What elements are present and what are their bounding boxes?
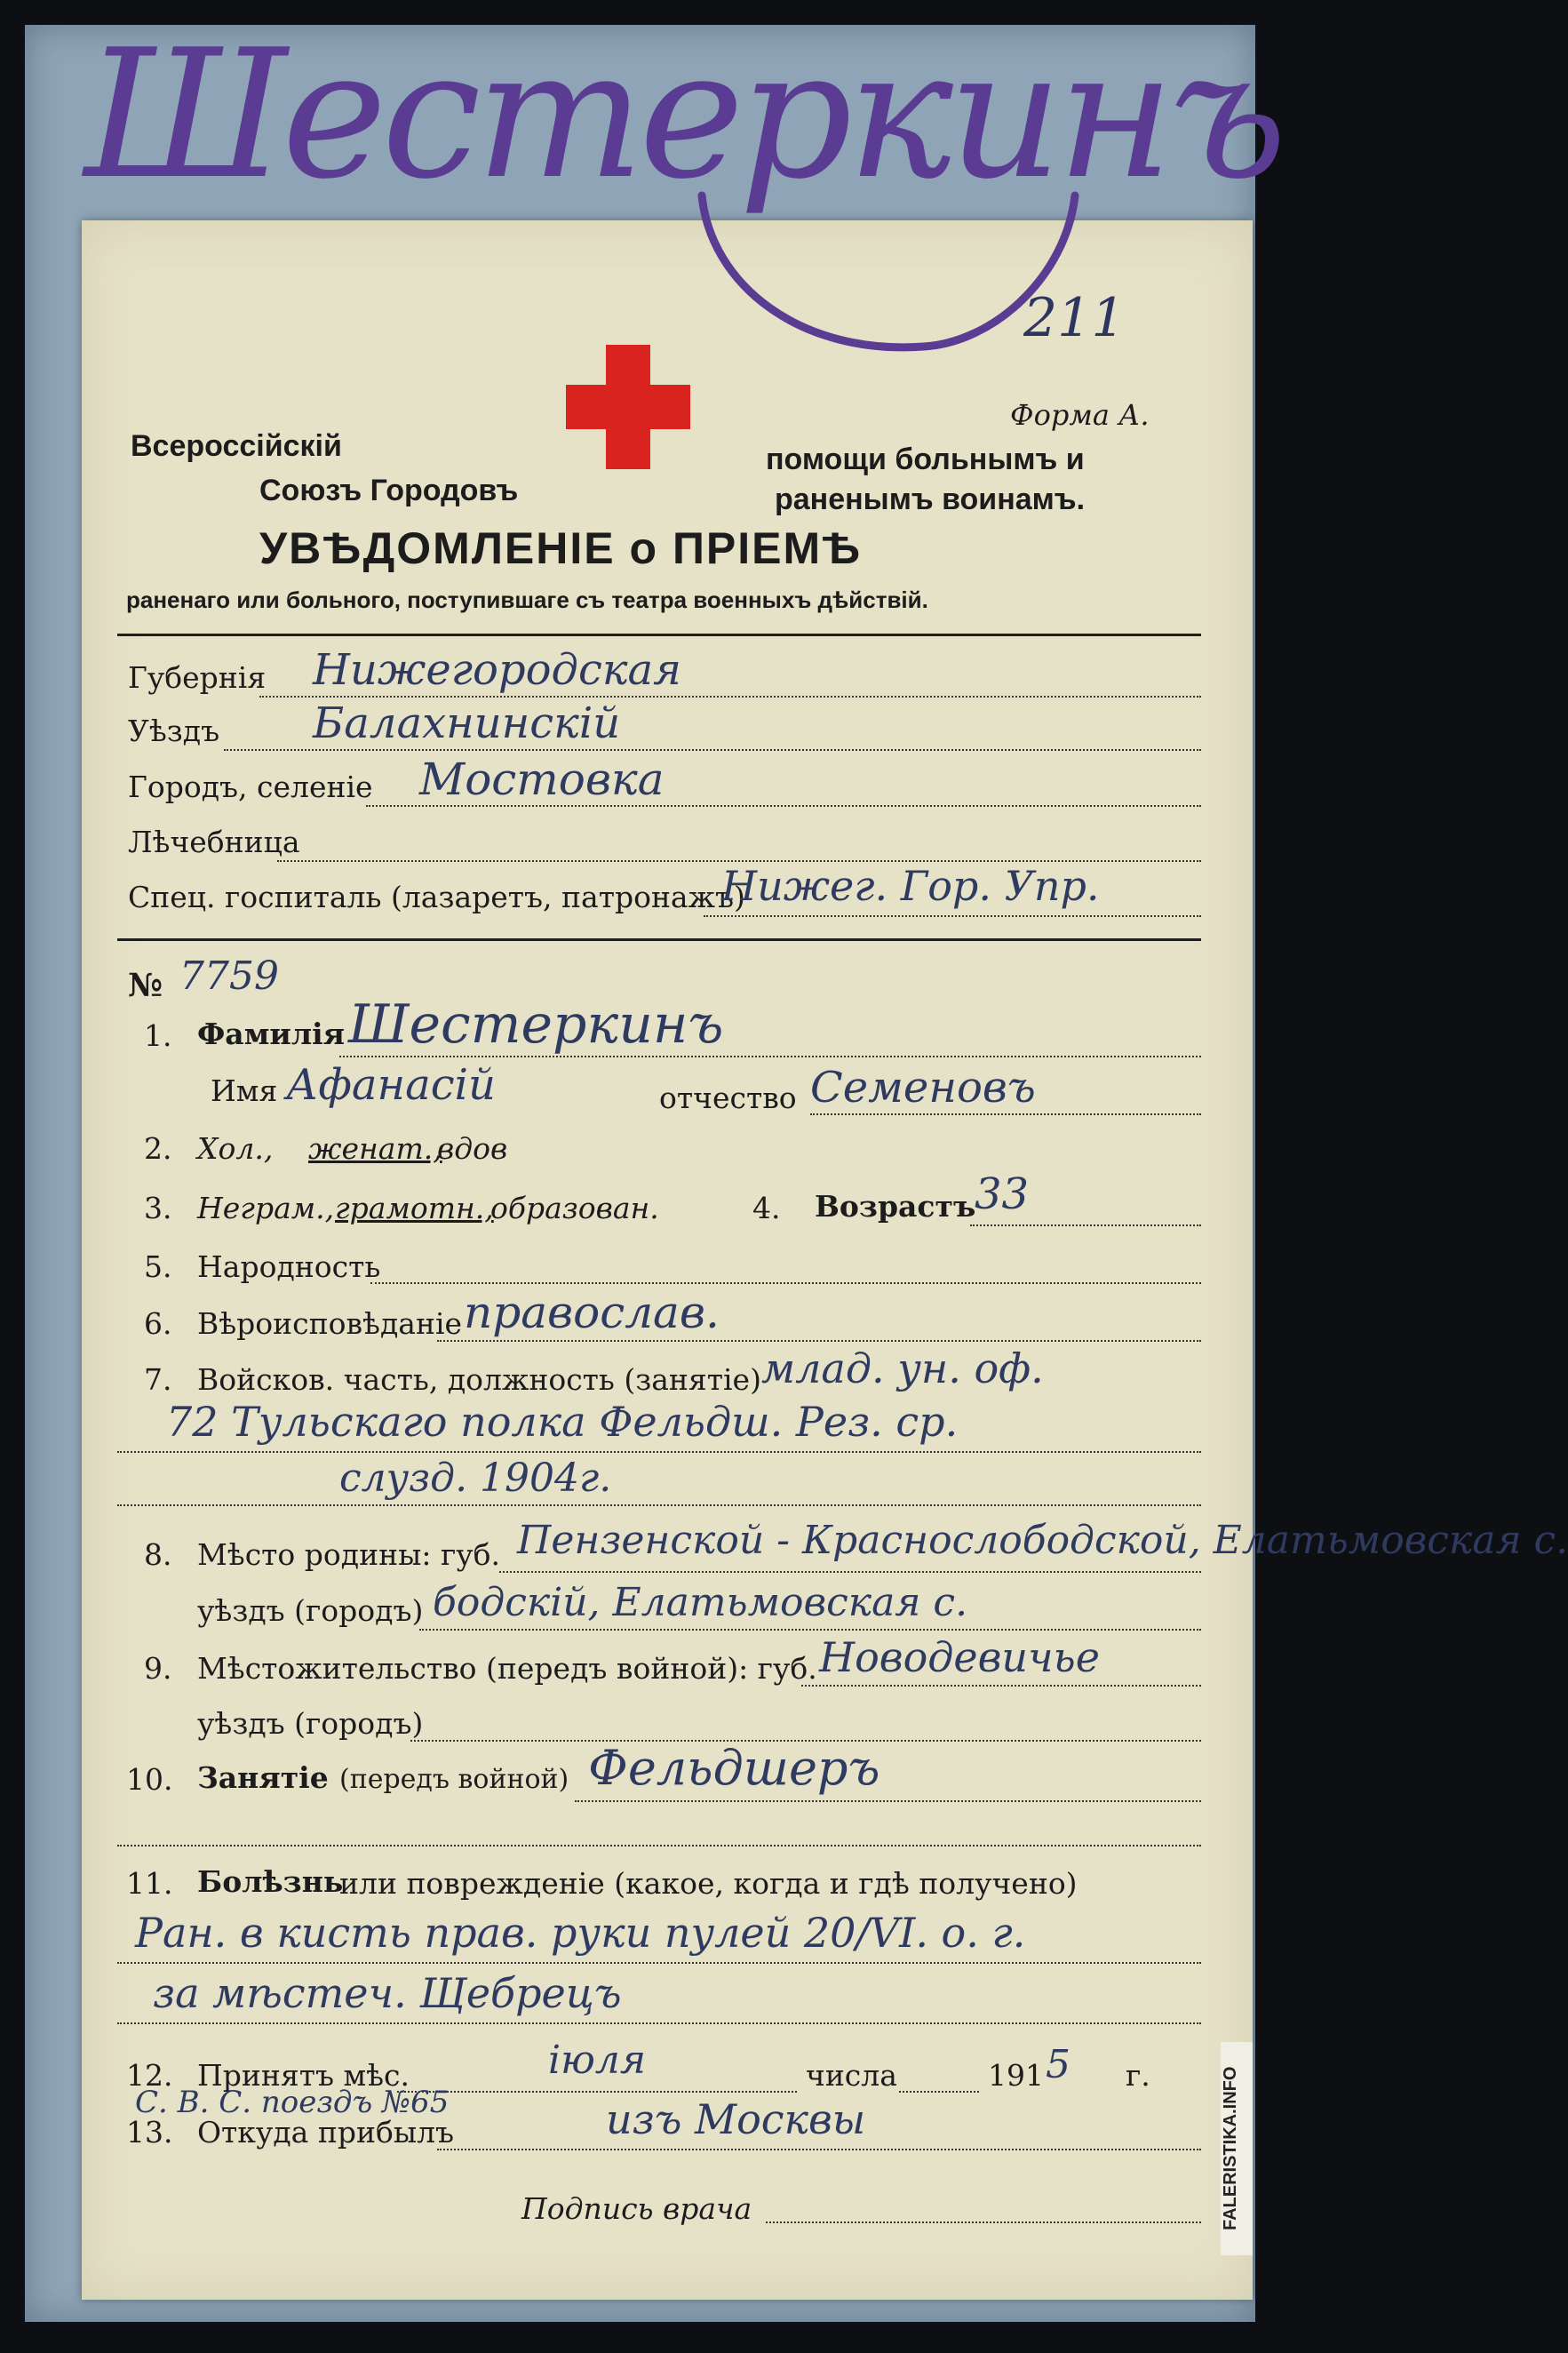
notification-form-card	[82, 220, 1568, 2300]
occupation-label: Занятiе	[197, 1760, 329, 1795]
town-value: Мостовка	[419, 754, 665, 805]
patronymic-label: отчество	[659, 1081, 797, 1115]
train-note: С. В. С. поездъ №65	[135, 2085, 450, 2120]
literacy-educated: образован.	[490, 1191, 659, 1225]
town-label: Городъ, селенiе	[128, 770, 373, 804]
admitted-year-digit: 5	[1046, 2042, 1071, 2087]
red-cross-emblem	[566, 345, 690, 469]
item-number-5: 5.	[144, 1249, 172, 1284]
uezd-value: Балахнинскiй	[313, 698, 621, 748]
item-number-7: 7.	[144, 1362, 172, 1397]
hospital-value: Нижег. Гор. Упр.	[721, 862, 1100, 910]
residence-value: Новодевичье	[819, 1633, 1100, 1681]
illness-label: Болѣзнь	[197, 1864, 344, 1899]
birthplace-value: Пензенской - Краснослободской, Елатьмовская с.	[517, 1518, 1568, 1563]
item-number-6: 6.	[144, 1306, 172, 1341]
item-number-3: 3.	[144, 1191, 172, 1225]
clinic-label: Лѣчебница	[128, 825, 300, 859]
item-number-2: 2.	[144, 1131, 172, 1166]
marital-widow: вдов	[437, 1131, 508, 1166]
illness-rest-label: или поврежденiе (какое, когда и гдѣ получено)	[339, 1866, 1078, 1901]
item-number-12: 12.	[126, 2058, 173, 2093]
age-label: Возрастъ	[815, 1189, 976, 1224]
from-value: изъ Москвы	[606, 2095, 866, 2143]
item-number-1: 1.	[144, 1018, 172, 1053]
marital-single: Хол.,	[197, 1131, 274, 1166]
birthplace-label: Мѣсто родины: губ.	[197, 1537, 501, 1572]
item-number-11: 11.	[126, 1866, 173, 1901]
marital-married: женат.,	[308, 1131, 442, 1166]
item-number-4: 4.	[752, 1191, 781, 1225]
document-subtitle: раненаго или больного, поступившаге съ театра военныхъ дѣйствiй.	[126, 586, 928, 613]
item-number-10: 10.	[126, 1762, 173, 1797]
birth-uezd-value: бодскiй, Елатьмовская с.	[433, 1580, 968, 1625]
unit-label: Войсков. часть, должность (занятiе)	[197, 1362, 761, 1397]
occupation-sub-label: (передъ войной)	[339, 1764, 569, 1795]
nationality-label: Народность	[197, 1249, 381, 1284]
patronymic-value: Семеновъ	[810, 1063, 1036, 1113]
signature-tail-stroke	[693, 178, 1244, 409]
religion-label: Вѣроисповѣданiе	[197, 1306, 463, 1341]
occupation-value: Фельдшеръ	[588, 1740, 880, 1796]
from-label: Откуда прибылъ	[197, 2115, 455, 2150]
org-right-line2: раненымъ воинамъ.	[775, 483, 1086, 516]
item-number-9: 9.	[144, 1651, 172, 1686]
surname-value: Шестеркинъ	[348, 993, 724, 1056]
birth-uezd-label: уѣздъ (городъ)	[197, 1593, 424, 1628]
admitted-month-value: iюля	[548, 2038, 646, 2083]
divider-middle	[117, 938, 1201, 941]
admitted-day-label: числа	[806, 2058, 897, 2093]
name-value: Афанасiй	[286, 1060, 496, 1110]
gubernia-label: Губернiя	[128, 660, 267, 695]
form-label: Форма А.	[1010, 398, 1150, 432]
archive-number: 211	[1023, 287, 1126, 349]
unit-value-3: слузд. 1904г.	[339, 1456, 612, 1501]
divider-top	[117, 634, 1201, 636]
illness-value-1: Ран. в кисть прав. руки пулей 20/VI. о. г.	[135, 1909, 1026, 1957]
illness-value-2: за мѣстеч. Щебрецъ	[153, 1969, 622, 2017]
org-left-line1: Всероссiйскiй	[131, 429, 342, 463]
document-title: УВѢДОМЛЕНIЕ о ПРIЕМѢ	[259, 523, 863, 573]
item-number-13: 13.	[126, 2115, 173, 2150]
uezd-label: Уѣздъ	[128, 714, 220, 748]
religion-value: православ.	[464, 1287, 720, 1338]
surname-label: Фамилiя	[197, 1017, 346, 1051]
doctor-signature-label: Подпись врача	[521, 2191, 752, 2226]
gubernia-value: Нижегородская	[313, 645, 681, 695]
residence-label: Мѣстожительство (передъ войной): губ.	[197, 1651, 817, 1686]
hospital-label: Спец. госпиталь (лазаретъ, патронажъ)	[128, 880, 745, 914]
age-value: 33	[975, 1169, 1030, 1219]
number-value: 7759	[179, 953, 279, 999]
unit-value-1: млад. ун. оф.	[761, 1344, 1044, 1392]
admitted-year-prefix: 191	[988, 2058, 1044, 2093]
watermark-stamp: FALERISTIKA.INFO	[1221, 2042, 1253, 2255]
literacy-literate: грамотн.,	[335, 1191, 494, 1225]
unit-value-2: 72 Тульскаго полка Фельдш. Рез. ср.	[166, 1398, 959, 1446]
number-label: №	[128, 967, 163, 1004]
header-surname-handwritten: Шестеркинъ	[84, 12, 1282, 219]
name-label: Имя	[211, 1073, 278, 1108]
literacy-illiterate: Неграм.,	[197, 1191, 335, 1225]
org-left-line2: Союзъ Городовъ	[259, 474, 519, 507]
admitted-year-suffix: г.	[1126, 2058, 1150, 2093]
item-number-8: 8.	[144, 1537, 172, 1572]
org-right-line1: помощи больнымъ и	[766, 443, 1085, 476]
residence-uezd-label: уѣздъ (городъ)	[197, 1706, 424, 1741]
admitted-label: Принятъ мѣс.	[197, 2058, 410, 2093]
